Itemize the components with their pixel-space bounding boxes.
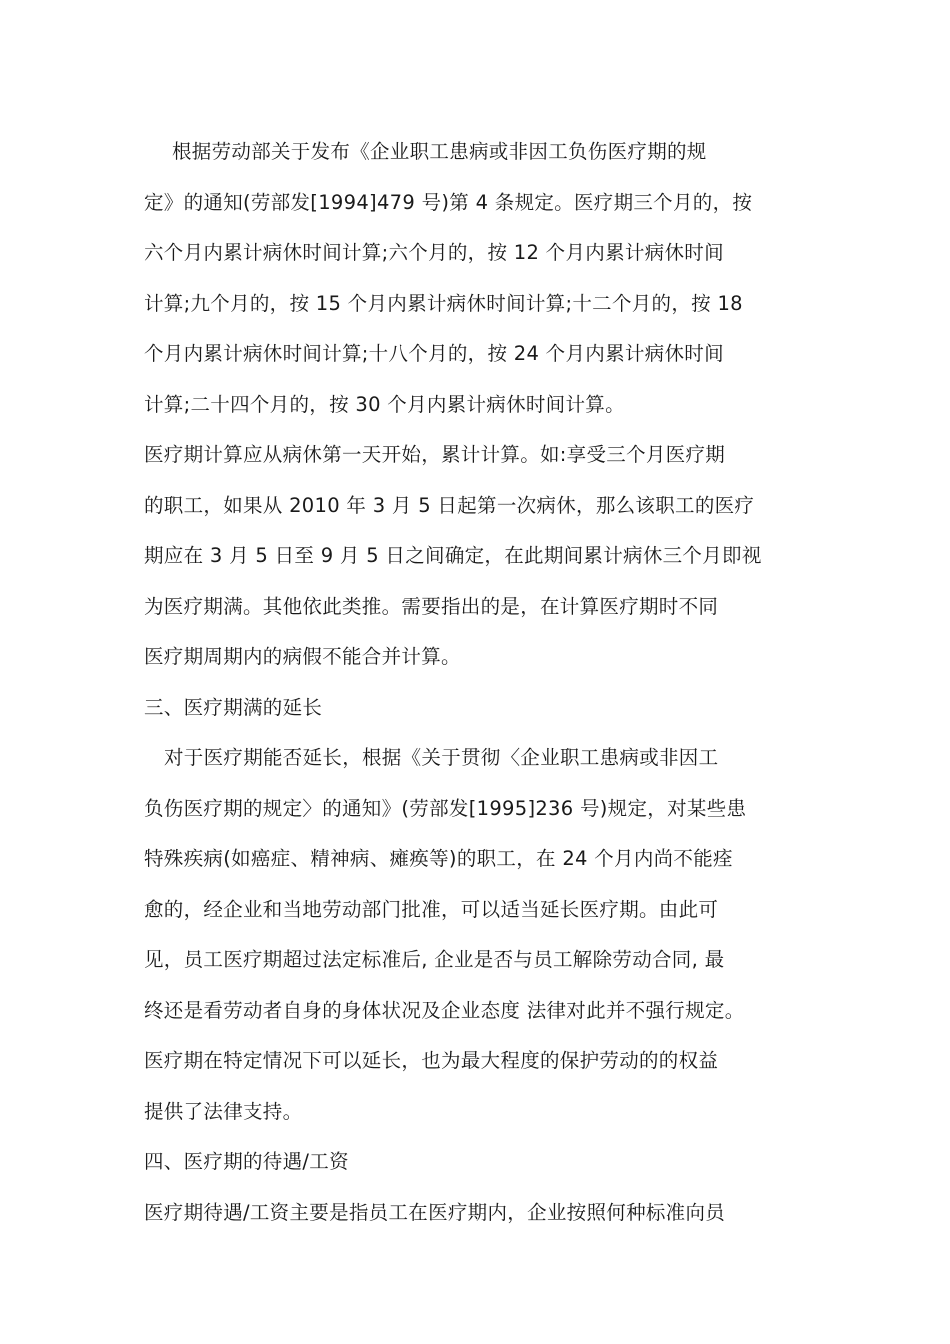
paragraph-line: 医疗期计算应从病休第一天开始，累计计算。如:享受三个月医疗期 (144, 443, 726, 466)
paragraph (144, 430, 816, 683)
paragraph-line: 期应在 3 月 5 日至 9 月 5 日之间确定，在此期间累计病休三个月即视 (144, 544, 762, 567)
paragraph-line: 对于医疗期能否延长，根据《关于贯彻〈企业职工患病或非因工 (164, 746, 719, 769)
paragraph-line: 特殊疾病(如癌症、精神病、瘫痪等)的职工，在 24 个月内尚不能痊 (144, 847, 733, 870)
paragraph-line: 终还是看劳动者自身的身体状况及企业态度 法律对此并不强行规定。 (144, 998, 745, 1022)
section-heading (144, 1137, 816, 1188)
paragraph-line: 定》的通知(劳部发[1994]479 号)第 4 条规定。医疗期三个月的，按 (144, 190, 753, 214)
paragraph-line: 医疗期在特定情况下可以延长，也为最大程度的保护劳动的的权益 (144, 1049, 719, 1072)
paragraph-line: 愈的，经企业和当地劳动部门批准，可以适当延长医疗期。由此可 (144, 897, 719, 921)
heading-text: 四、医疗期的待遇/工资 (144, 1150, 349, 1173)
paragraph (144, 1188, 816, 1239)
paragraph-line: 见，员工医疗期超过法定标准后, 企业是否与员工解除劳动合同, 最 (144, 948, 725, 971)
paragraph-line: 的职工，如果从 2010 年 3 月 5 日起第一次病休，那么该职工的医疗 (144, 493, 755, 517)
paragraph-line: 计算;九个月的，按 15 个月内累计病休时间计算;十二个月的，按 18 (144, 291, 743, 315)
paragraph-line: 个月内累计病休时间计算;十八个月的，按 24 个月内累计病休时间 (144, 342, 724, 365)
paragraph-line: 提供了法律支持。 (144, 1099, 303, 1123)
paragraph-line: 根据劳动部关于发布《企业职工患病或非因工负伤医疗期的规 (172, 140, 707, 163)
paragraph-line: 计算;二十四个月的，按 30 个月内累计病休时间计算。 (144, 392, 625, 416)
document-body (144, 127, 816, 1238)
paragraph (144, 733, 816, 1137)
paragraph-line: 六个月内累计病休时间计算;六个月的，按 12 个月内累计病休时间 (144, 241, 724, 264)
paragraph-line: 医疗期周期内的病假不能合并计算。 (144, 645, 461, 668)
paragraph (144, 127, 816, 430)
paragraph-line: 负伤医疗期的规定〉的通知》(劳部发[1995]236 号)规定，对某些患 (144, 796, 747, 820)
paragraph-line: 医疗期待遇/工资主要是指员工在医疗期内，企业按照何种标准向员 (144, 1200, 726, 1224)
heading-text: 三、医疗期满的延长 (144, 695, 323, 719)
paragraph-line: 为医疗期满。其他依此类推。需要指出的是，在计算医疗期时不同 (144, 594, 719, 618)
section-heading (144, 683, 816, 734)
